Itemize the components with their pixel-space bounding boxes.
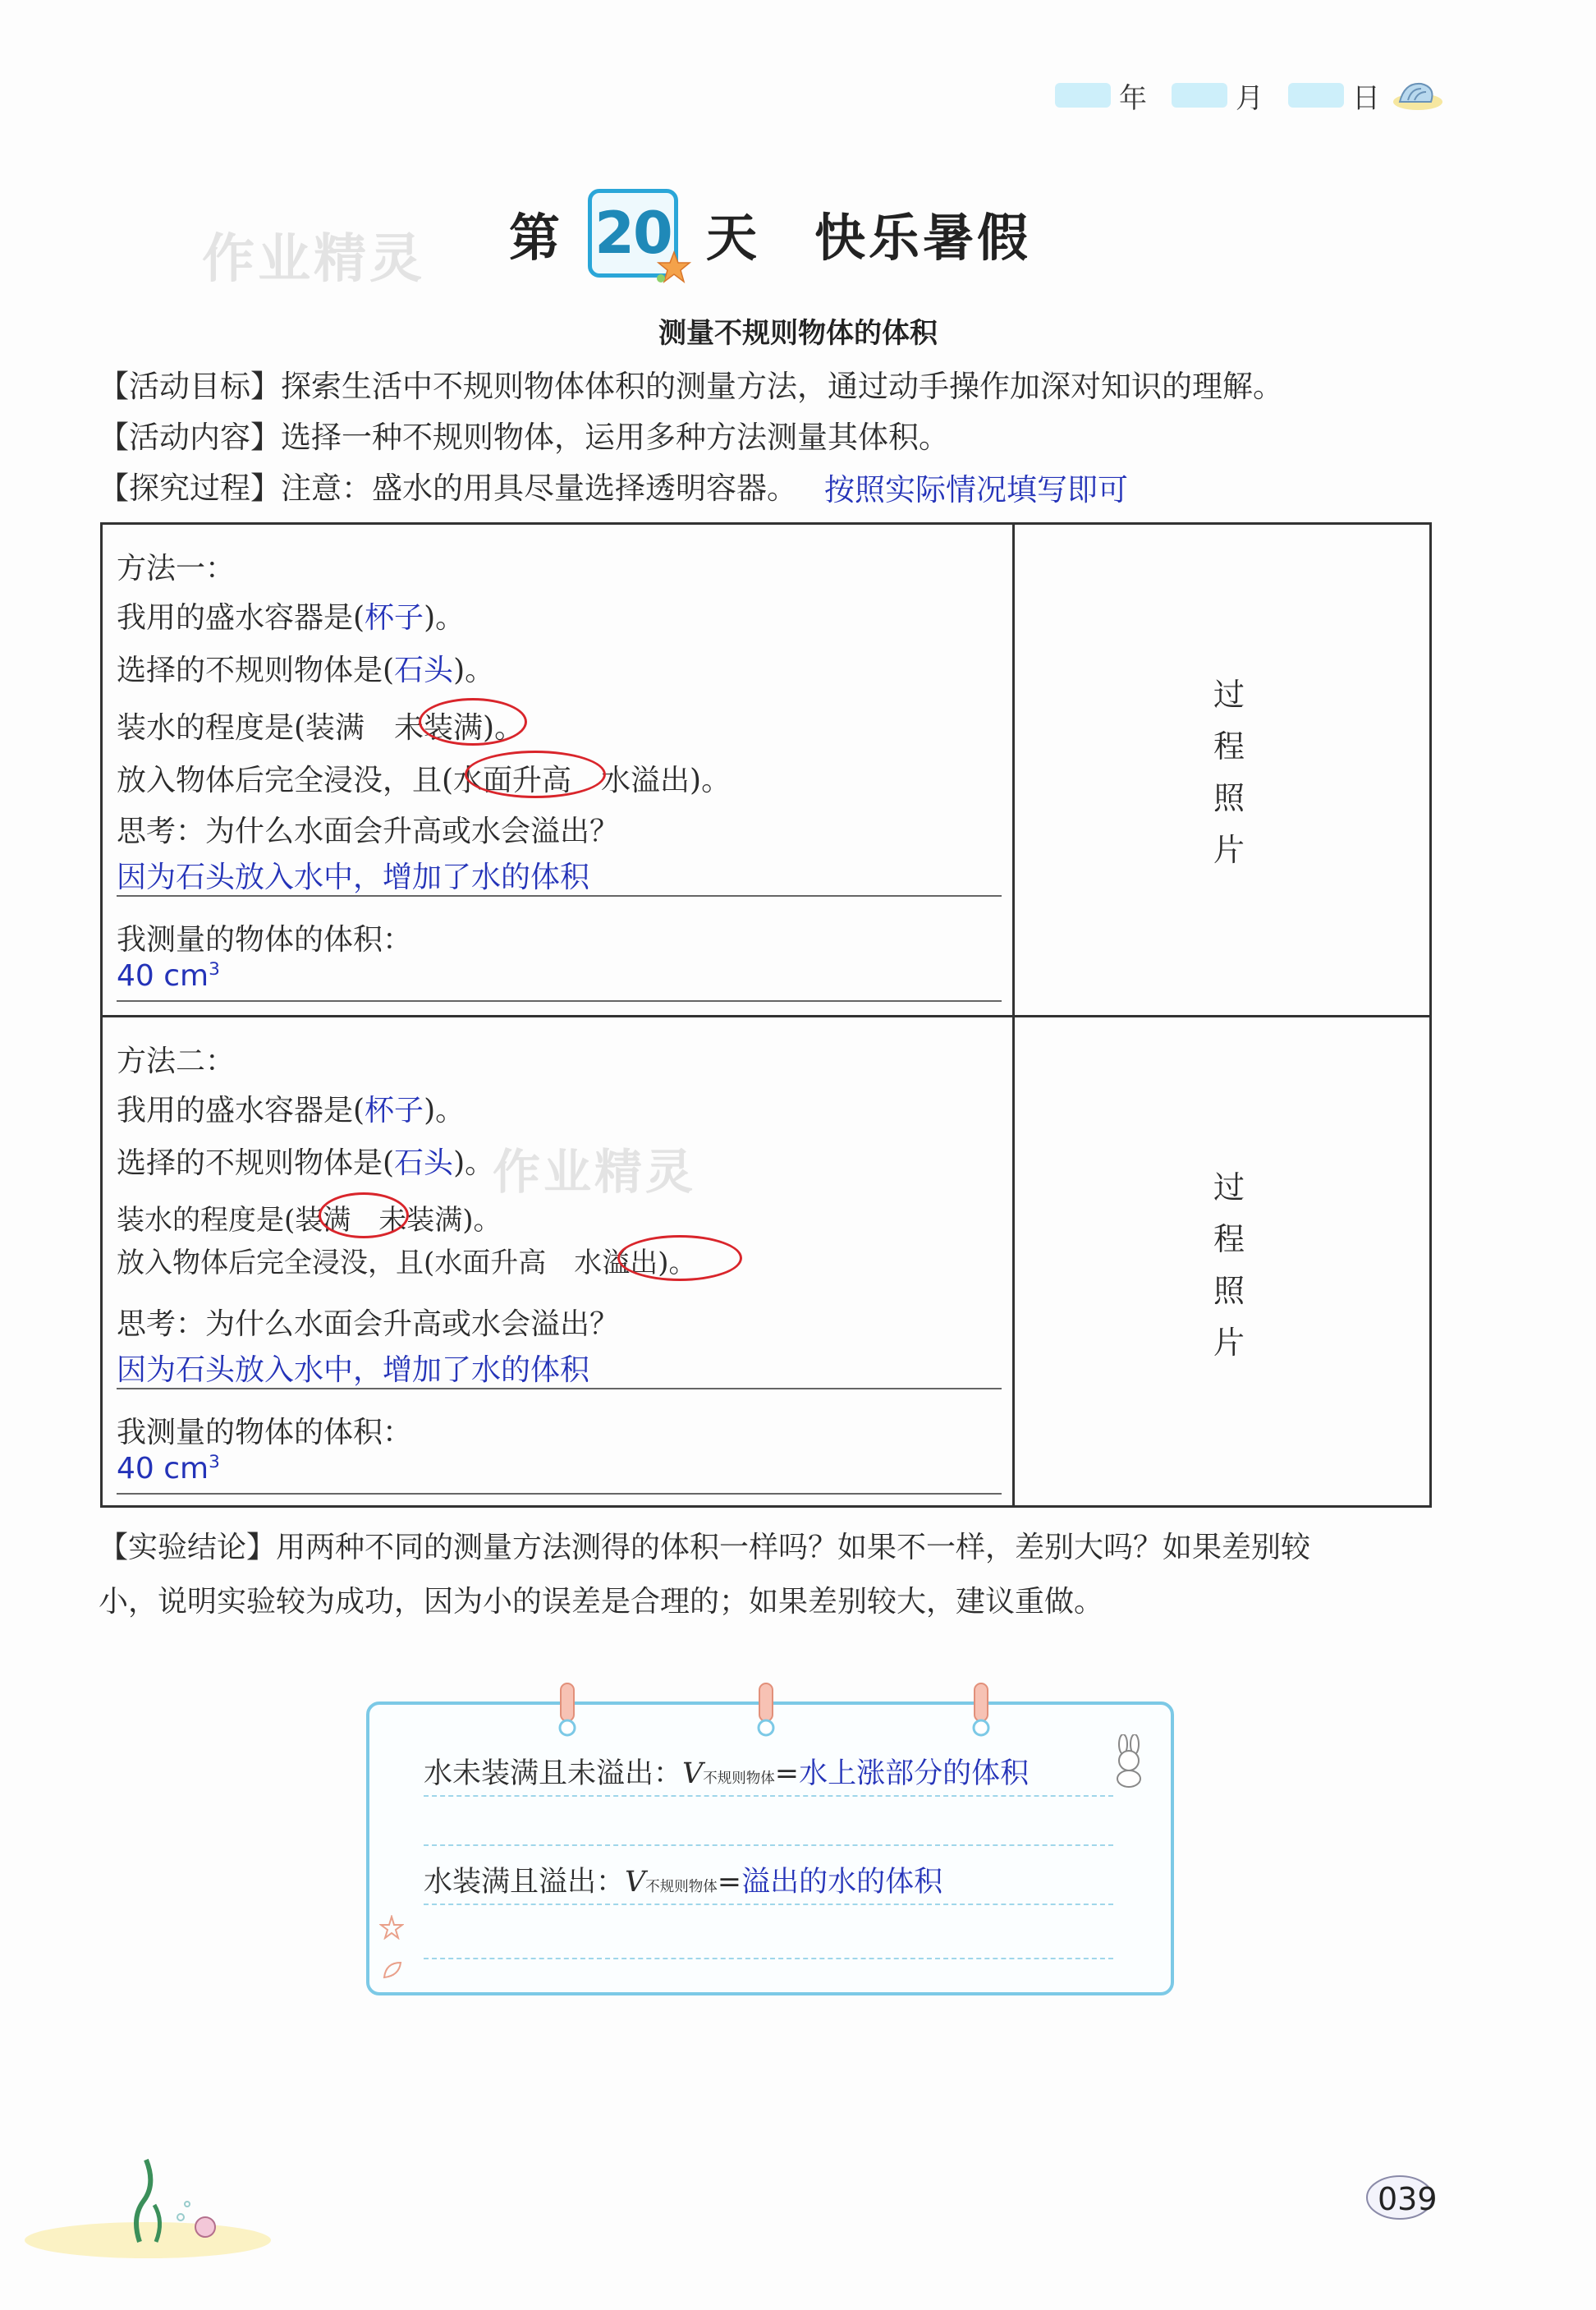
seashell-icon — [1388, 77, 1442, 113]
method2-heading: 方法二： — [117, 1045, 236, 1078]
method1-volume-exponent: 3 — [209, 959, 220, 980]
note-row1 — [424, 1751, 1029, 1792]
photo-label-char: 片 — [1213, 832, 1245, 868]
activity-process: 【探究过程】注意：盛水的用具尽量选择透明容器。 — [99, 471, 797, 506]
title-theme: 快乐暑假 — [814, 207, 1032, 268]
photo-label-char: 照 — [1213, 780, 1245, 816]
formula-note-card — [366, 1702, 1174, 1995]
method1-fill-level: 装水的程度是(装满 未装满)。 — [117, 711, 525, 745]
day-number-box — [588, 189, 678, 278]
day-label: 日 — [1352, 81, 1380, 115]
method2-volume-rule — [117, 1493, 1002, 1495]
month-label: 月 — [1236, 81, 1264, 115]
method2-think-answer[interactable]: 因为石头放入水中，增加了水的体积 — [117, 1353, 590, 1387]
method1-answer-rule — [117, 895, 1002, 897]
method1-fill-selected-circle[interactable] — [419, 698, 527, 746]
method1-photo-label — [1208, 669, 1250, 876]
binder-ring-icon — [967, 1682, 995, 1739]
method2-volume-value: 40 cm — [117, 1452, 209, 1486]
photo-label-char: 过 — [1213, 677, 1245, 713]
method1-volume-answer[interactable] — [117, 959, 220, 993]
process-note: 按照实际情况填写即可 — [824, 472, 1128, 507]
note-row1-eq: = — [774, 1757, 800, 1790]
method1-object-prefix: 选择的不规则物体是( — [117, 654, 395, 687]
method2-container-suffix: )。 — [424, 1094, 466, 1127]
method2-think-question: 思考：为什么水面会升高或水会溢出？ — [117, 1307, 620, 1341]
method2-submerge-selected-circle[interactable] — [617, 1235, 742, 1281]
method1-heading: 方法一： — [117, 552, 236, 586]
note-row1-answer[interactable]: 水上涨部分的体积 — [799, 1757, 1030, 1790]
note-rule — [424, 1844, 1113, 1846]
watermark-text: 作业精灵 — [202, 229, 425, 290]
activity-goal: 【活动目标】探索生活中不规则物体体积的测量方法，通过动手操作加深对知识的理解。 — [99, 369, 1283, 404]
photo-label-char: 程 — [1213, 728, 1245, 765]
method1-volume-value: 40 cm — [117, 959, 209, 993]
method1-container-answer[interactable]: 杯子 — [365, 601, 424, 635]
method1-volume-rule — [117, 1000, 1002, 1002]
note-row2-label: 水装满且溢出： — [424, 1866, 626, 1899]
method1-submerge-selected-circle[interactable] — [465, 751, 606, 798]
method1-object-answer[interactable]: 石头 — [394, 654, 454, 687]
method2-volume-answer[interactable] — [117, 1452, 220, 1486]
method2-submerge: 放入物体后完全浸没，且(水面升高 水溢出)。 — [117, 1247, 697, 1279]
star-doodle-icon — [379, 1915, 404, 1940]
year-label: 年 — [1119, 81, 1147, 115]
method2-object-prefix: 选择的不规则物体是( — [117, 1146, 395, 1180]
photo-label-char: 过 — [1213, 1169, 1245, 1206]
method2-photo-label — [1208, 1162, 1250, 1369]
starfish-icon — [656, 250, 692, 283]
note-rule — [424, 1795, 1113, 1797]
method2-fill-level: 装水的程度是(装满 未装满)。 — [117, 1204, 502, 1237]
note-row1-sub: 不规则物体 — [703, 1770, 775, 1787]
watermark-text-2: 作业精灵 — [493, 1144, 697, 1200]
note-row2-var: V — [625, 1866, 646, 1899]
note-row1-label: 水未装满且未溢出： — [424, 1757, 683, 1790]
note-row2-eq: = — [717, 1866, 742, 1899]
year-blank[interactable] — [1055, 83, 1111, 108]
method1-container-prefix: 我用的盛水容器是( — [117, 601, 365, 635]
date-header — [1055, 76, 1442, 115]
conclusion-line-2: 小，说明实验较为成功，因为小的误差是合理的；如果差别较大，建议重做。 — [99, 1585, 1104, 1619]
day-blank[interactable] — [1288, 83, 1344, 108]
method1-container-line — [117, 595, 465, 636]
method1-submerge: 放入物体后完全浸没，且(水面升高 水溢出)。 — [117, 764, 732, 797]
method2-object-answer[interactable]: 石头 — [394, 1146, 454, 1180]
note-row2 — [424, 1859, 942, 1900]
page-title — [509, 189, 1031, 278]
method1-object-suffix: )。 — [453, 654, 495, 687]
method1-think-question: 思考：为什么水面会升高或水会溢出？ — [117, 815, 620, 848]
binder-ring-icon — [752, 1682, 780, 1739]
method1-think-answer[interactable]: 因为石头放入水中，增加了水的体积 — [117, 861, 590, 894]
seaweed-decoration-icon — [25, 2143, 271, 2258]
activity-content: 【活动内容】选择一种不规则物体，运用多种方法测量其体积。 — [99, 420, 949, 455]
bunny-icon — [1108, 1734, 1149, 1789]
method1-container-suffix: )。 — [424, 601, 466, 635]
method2-object-line — [117, 1140, 494, 1182]
section-subtitle: 测量不规则物体的体积 — [658, 317, 938, 350]
binder-ring-icon — [553, 1682, 581, 1739]
day-number: 20 — [594, 200, 672, 267]
method2-object-suffix: )。 — [453, 1146, 495, 1180]
page-number: 039 — [1378, 2181, 1438, 2217]
method2-volume-exponent: 3 — [209, 1452, 220, 1472]
method2-volume-question: 我测量的物体的体积： — [117, 1416, 413, 1449]
note-row1-var: V — [682, 1757, 704, 1790]
note-rule — [424, 1958, 1113, 1959]
photo-label-char: 照 — [1213, 1273, 1245, 1309]
table-divider-horizontal — [100, 1015, 1432, 1017]
method1-volume-question: 我测量的物体的体积： — [117, 923, 413, 957]
method2-container-line — [117, 1087, 465, 1129]
title-prefix: 第 — [509, 207, 561, 268]
conclusion-line-1: 【实验结论】用两种不同的测量方法测得的体积一样吗？如果不一样，差别大吗？如果差别较 — [99, 1531, 1311, 1564]
shell-doodle-icon — [381, 1958, 406, 1982]
note-row2-sub: 不规则物体 — [645, 1879, 718, 1895]
photo-label-char: 程 — [1213, 1221, 1245, 1257]
note-rule — [424, 1904, 1113, 1905]
method2-answer-rule — [117, 1388, 1002, 1389]
method2-container-answer[interactable]: 杯子 — [365, 1094, 424, 1127]
method1-object-line — [117, 647, 494, 689]
note-row2-answer[interactable]: 溢出的水的体积 — [741, 1866, 943, 1899]
month-blank[interactable] — [1172, 83, 1227, 108]
method2-fill-selected-circle[interactable] — [319, 1192, 409, 1238]
method2-container-prefix: 我用的盛水容器是( — [117, 1094, 365, 1127]
photo-label-char: 片 — [1213, 1325, 1245, 1361]
title-suffix: 天 — [706, 207, 758, 268]
